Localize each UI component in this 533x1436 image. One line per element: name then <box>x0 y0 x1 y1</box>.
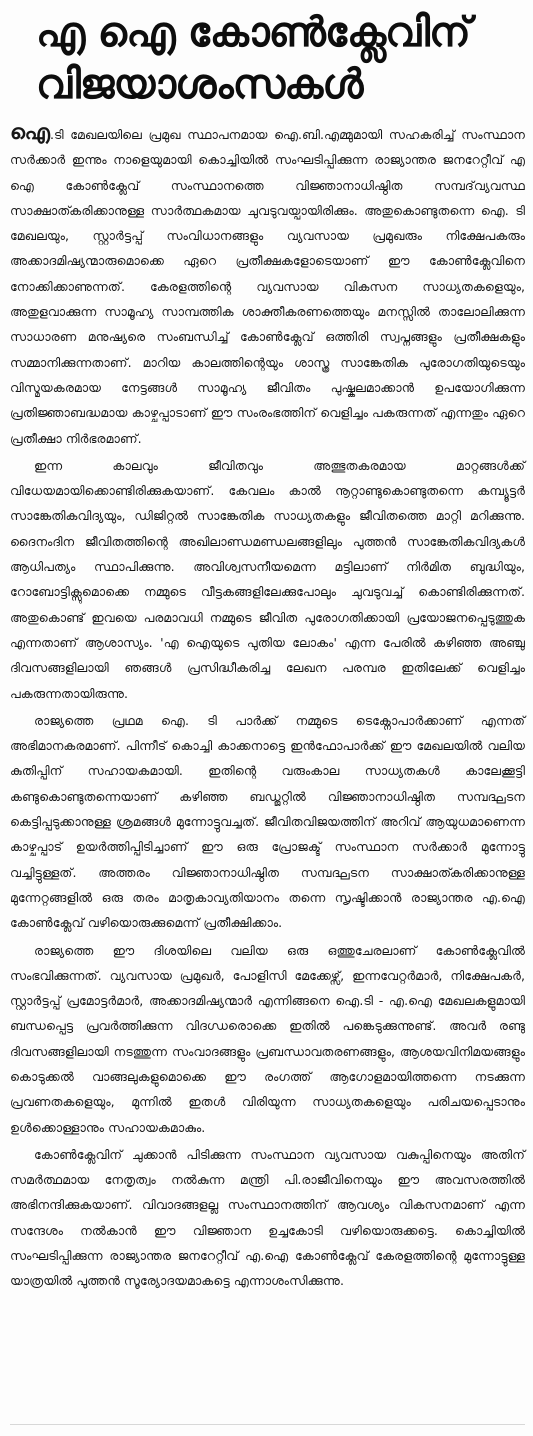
paragraph-5: കോൺക്ലേവിന് ചുക്കാൻ പിടിക്കുന്ന സംസ്ഥാന വ്യവസായ വകുപ്പിനെയും അതിന് സമർത്ഥമായ നേതൃത്വം നൽകുന്ന മന്ത്രി പി.രാജീവിനെയും ഈ അവസരത്തിൽ അഭിനന്ദിക്കുകയാണ്. വിവാദങ്ങളല്ല സംസ്ഥാനത്തിന് ആവശ്യം വികസനമാണ് എന്ന സന്ദേശം നൽകാൻ ഈ വിജ്ഞാന ഉച്ചകോടി വഴിയൊരുക്കട്ടെ. കൊച്ചിയിൽ സംഘടിപ്പിക്കുന്ന രാജ്യാന്തര ജനറേറ്റീവ് എ.ഐ കോൺക്ലേവ് കേരളത്തിന്റെ മുന്നോട്ടുള്ള യാത്രയിൽ പുത്തൻ സൂര്യോദയമാകട്ടെ എന്നാശംസിക്കുന്നു. <box>10 1146 525 1289</box>
drop-cap: ഐ <box>10 120 50 144</box>
paragraph-1 <box>10 122 525 451</box>
headline-line-1: എ ഐ കോൺക്ലേവിന് <box>36 8 470 56</box>
paragraph-2: ഇന്ന കാലവും ജീവിതവും അത്ഭുതകരമായ മാറ്റങ്ങൾക്ക് വിധേയമായിക്കൊണ്ടിരിക്കുകയാണ്. കേവലം കാൽ നൂറ്റാണ്ടുകൊണ്ടുതന്നെ കമ്പ്യൂട്ടർ സാങ്കേതികവിദ്യയും, ഡിജിറ്റൽ സാങ്കേതിക സാധ്യതകളും ജീവിതത്തെ മാറ്റി മറിക്കുന്നു. ദൈനംദിന ജീവിതത്തിന്റെ അഖിലാണ്ഡമണ്ഡലങ്ങളിലും പുത്തൻ സാങ്കേതികവിദ്യകൾ ആധിപത്യം സ്ഥാപിക്കുന്നു. അവിശ്വസനീയമെന്ന മട്ടിലാണ് നിർമിത ബുദ്ധിയും, റോബോട്ടിക്സുമൊക്കെ നമ്മുടെ വീട്ടകങ്ങളിലേക്കുപോലും ചുവടുവച്ച് കൊണ്ടിരിക്കുന്നത്. അതുകൊണ്ട് ഇവയെ പരമാവധി നമ്മുടെ ജീവിത പുരോഗതിക്കായി പ്രയോജനപ്പെടുത്തുക എന്നതാണ് ആശാസ്യം. 'എ ഐയുടെ പുതിയ ലോകം' എന്ന പേരിൽ കഴിഞ്ഞ അഞ്ചു ദിവസങ്ങളിലായി ഞങ്ങൾ പ്രസിദ്ധീകരിച്ച ലേഖന പരമ്പര ഇതിലേക്ക് വെളിച്ചം പകരുന്നതായിരുന്നു. <box>10 457 525 701</box>
paragraph-3: രാജ്യത്തെ പ്രഥമ ഐ. ടി പാർക്ക് നമ്മുടെ ടെക്നോപാർക്കാണ് എന്നത് അഭിമാനകരമാണ്. പിന്നീട് കൊച്ചി കാക്കനാട്ടെ ഇൻഫോപാർക്ക് ഈ മേഖലയിൽ വലിയ കുതിപ്പിന് സഹായകമായി. ഇതിന്റെ വരുംകാല സാധ്യതകൾ കാലേക്കൂട്ടി കണ്ടുകൊണ്ടുതന്നെയാണ് കഴിഞ്ഞ ബഡ്ജറ്റിൽ വിജ്ഞാനാധിഷ്ഠിത സമ്പദ്ഘടന കെട്ടിപ്പടുക്കാനുള്ള ശ്രമങ്ങൾ മുന്നോട്ടുവച്ചത്. ജീവിതവിജയത്തിന് അറിവ് ആയുധമാണെന്ന കാഴ്ചപ്പാട് ഉയർത്തിപ്പിടിച്ചാണ് ഈ ഒരു പ്രോജക്ട് സംസ്ഥാന സർക്കാർ മുന്നോട്ടു വച്ചിട്ടുള്ളത്. അത്തരം വിജ്ഞാനാധിഷ്ഠിത സമ്പദ്ഘടന സാക്ഷാത്കരിക്കാനുള്ള മുന്നേറ്റങ്ങളിൽ ഒരു തരം മാതൃകാവ്യതിയാനം തന്നെ സൃഷ്ടിക്കാൻ രാജ്യാന്തര എ.ഐ കോൺക്ലേവ് വഴിയൊരുക്കുമെന്ന് പ്രതീക്ഷിക്കാം. <box>10 712 525 931</box>
editorial-body <box>10 122 525 1294</box>
paragraph-1-text: .ടി മേഖലയിലെ പ്രമുഖ സ്ഥാപനമായ ഐ.ബി.എമ്മുമായി സഹകരിച്ച് സംസ്ഥാന സർക്കാർ ഇന്നും നാളെയുമായി കൊച്ചിയിൽ സംഘടിപ്പിക്കുന്ന രാജ്യാന്തര ജനറേറ്റീവ് എ ഐ കോൺക്ലേവ് സംസ്ഥാനത്തെ വിജ്ഞാനാധിഷ്ഠിത സമ്പദ്‌വ്യവസ്ഥ സാക്ഷാത്കരിക്കാനുള്ള സാർത്ഥകമായ ചുവടുവയ്പായിരിക്കും. അതുകൊണ്ടുതന്നെ ഐ. ടി മേഖലയും, സ്റ്റാർട്ടപ്പ് സംവിധാനങ്ങളും വ്യവസായ പ്രമുഖരും നിക്ഷേപകരും അക്കാദമിഷ്യന്മാരുമൊക്കെ ഏറെ പ്രതീക്ഷകളോടെയാണ് ഈ കോൺക്ലേവിനെ നോക്കിക്കാണുന്നത്. കേരളത്തിന്റെ വ്യവസായ വികസന സാധ്യതകളെയും, അതുളവാക്കുന്ന സാമൂഹ്യ സാമ്പത്തിക ശാക്തീകരണത്തെയും മനസ്സിൽ താലോലിക്കുന്ന സാധാരണ മനുഷ്യരെ സംബന്ധിച്ച് കോൺക്ലേവ് ഒത്തിരി സ്വപ്നങ്ങളും പ്രതീക്ഷകളും സമ്മാനിക്കുന്നതാണ്. മാറിയ കാലത്തിന്റെയും ശാസ്ത്ര സാങ്കേതിക പുരോഗതിയുടെയും വിസ്മയകരമായ നേട്ടങ്ങൾ സാമൂഹ്യ ജീവിതം പുഷ്കലമാക്കാൻ ഉപയോഗിക്കുന്ന പ്രതിജ്ഞാബദ്ധമായ കാഴ്ചപ്പാടാണ് ഈ സംരംഭത്തിന് വെളിച്ചം പകരുന്നത് എന്നതും ഏറെ പ്രതീക്ഷാ നിർഭരമാണ്. <box>10 127 525 446</box>
headline-line-2: വിജയാശംസകൾ <box>36 60 363 108</box>
paragraph-4: രാജ്യത്തെ ഈ ദിശയിലെ വലിയ ഒരു ഒത്തുചേരലാണ് കോൺക്ലേവിൽ സംഭവിക്കുന്നത്. വ്യവസായ പ്രമുഖർ, പോളിസി മേക്കേഴ്സ്, ഇന്നവേറ്റർമാർ, നിക്ഷേപകർ, സ്റ്റാർട്ടപ്പ് പ്രമോട്ടർമാർ, അക്കാദമിഷ്യന്മാർ എന്നിങ്ങനെ ഐ.ടി - എ.ഐ മേഖലകളുമായി ബന്ധപ്പെട്ട പ്രവർത്തിക്കുന്ന വിദഗ്ധരൊക്കെ ഇതിൽ പങ്കെടുക്കുന്നുണ്ട്. അവർ രണ്ടു ദിവസങ്ങളിലായി നടത്തുന്ന സംവാദങ്ങളും പ്രബന്ധാവതരണങ്ങളും, ആശയവിനിമയങ്ങളും കൊടുക്കൽ വാങ്ങലുകളുമൊക്കെ ഈ രംഗത്ത് ആഗോളമായിത്തന്നെ നടക്കുന്ന പ്രവണതകളെയും, മുന്നിൽ ഇതൾ വിരിയുന്ന സാധ്യതകളെയും പരിചയപ്പെടാനും ഉൾക്കൊള്ളാനും സഹായകമാകും. <box>10 942 525 1135</box>
bottom-divider <box>10 1424 525 1425</box>
headline <box>10 6 525 110</box>
